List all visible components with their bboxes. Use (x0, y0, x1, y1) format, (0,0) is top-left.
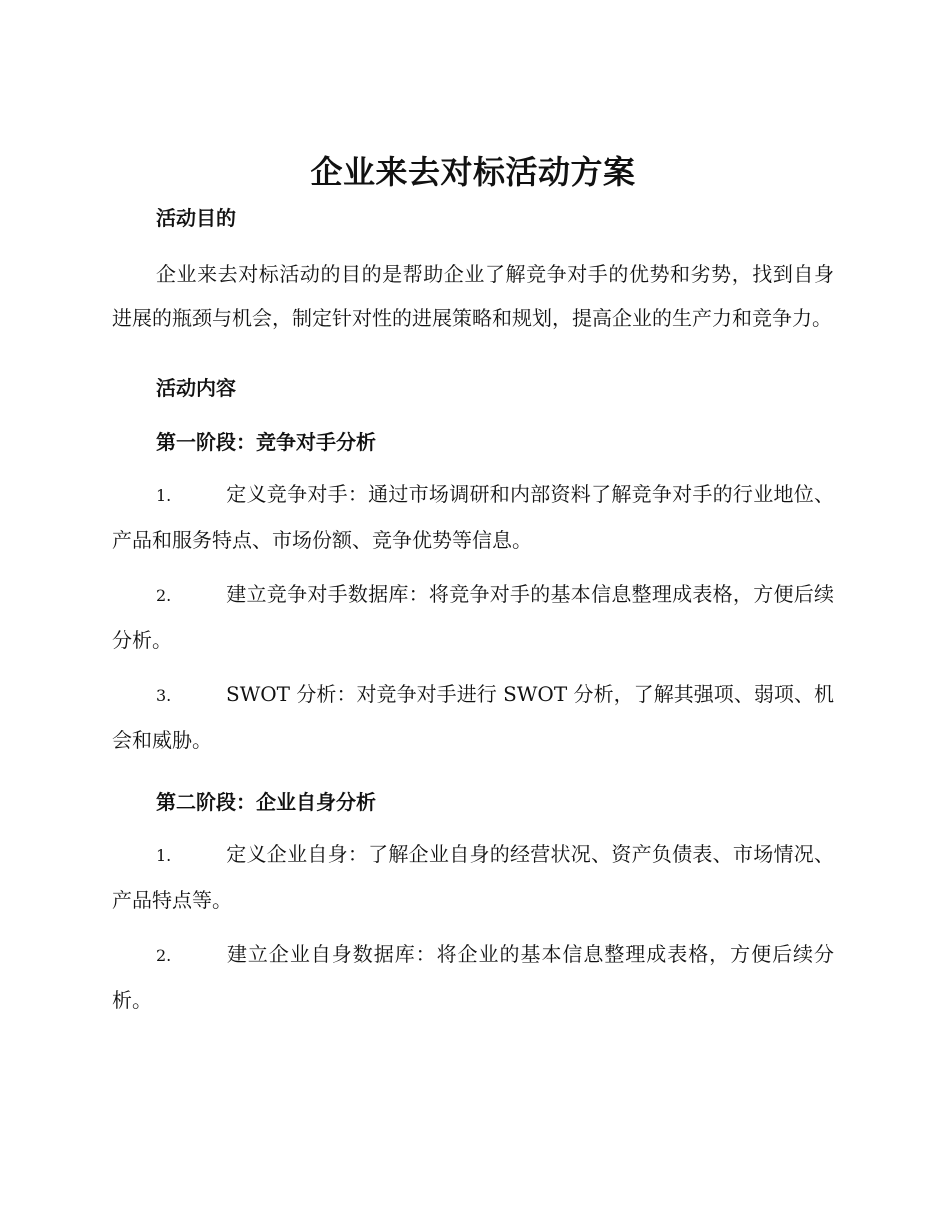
section-heading-purpose: 活动目的 (156, 206, 236, 230)
phase2-item-1 (112, 832, 834, 922)
phase1-item-2 (112, 572, 834, 662)
document-body (112, 146, 834, 1022)
section-heading-content: 活动内容 (156, 376, 236, 400)
phase2-heading: 第二阶段：企业自身分析 (156, 790, 376, 814)
list-number: 1. (156, 846, 172, 865)
list-number: 1. (156, 486, 172, 505)
list-item-text: SWOT 分析：对竞争对手进行 SWOT 分析，了解其强项、弱项、机会和威胁。 (112, 682, 834, 752)
phase1-item-1 (112, 472, 834, 562)
document-title: 企业来去对标活动方案 (310, 153, 636, 191)
list-number: 2. (156, 946, 172, 965)
list-number: 2. (156, 586, 172, 605)
list-item-text: 定义竞争对手：通过市场调研和内部资料了解竞争对手的行业地位、产品和服务特点、市场份额、竞争优势等信息。 (112, 482, 834, 552)
list-item-text: 建立竞争对手数据库：将竞争对手的基本信息整理成表格，方便后续分析。 (112, 582, 834, 652)
list-number: 3. (156, 686, 172, 705)
list-item-text: 定义企业自身：了解企业自身的经营状况、资产负债表、市场情况、产品特点等。 (112, 842, 834, 912)
phase1-item-3 (112, 672, 834, 762)
phase1-heading: 第一阶段：竞争对手分析 (156, 430, 376, 454)
phase2-item-2 (112, 932, 834, 1022)
purpose-paragraph: 企业来去对标活动的目的是帮助企业了解竞争对手的优势和劣势，找到自身进展的瓶颈与机会，制定针对性的进展策略和规划，提高企业的生产力和竞争力。 (112, 262, 834, 330)
list-item-text: 建立企业自身数据库：将企业的基本信息整理成表格，方便后续分析。 (112, 942, 834, 1012)
